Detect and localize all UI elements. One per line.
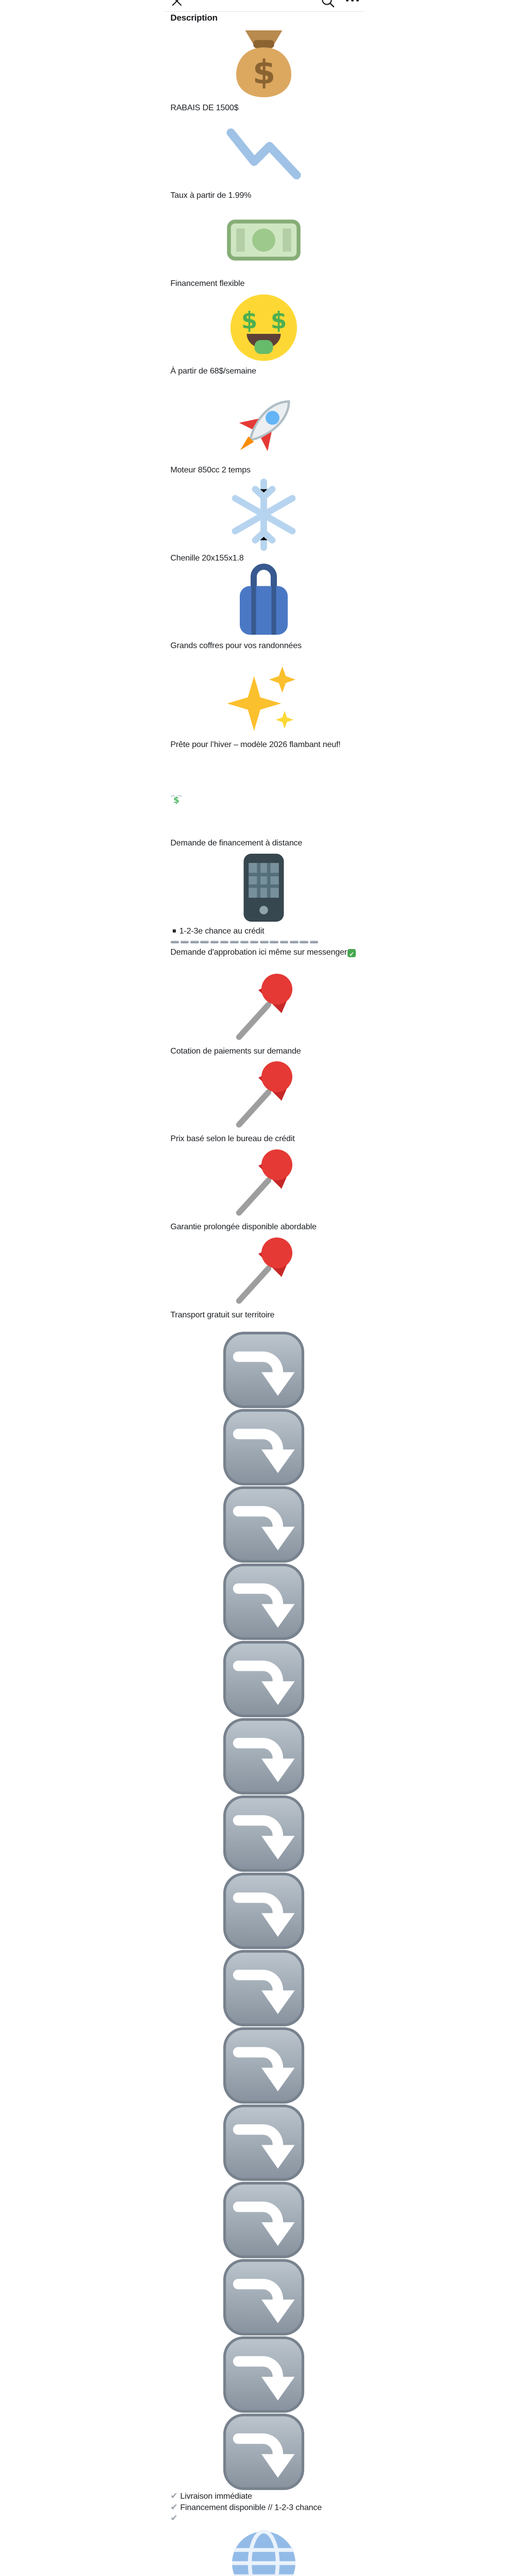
heavy-minus-icon <box>171 941 179 943</box>
search-icon <box>321 0 335 8</box>
money-with-wings-icon <box>171 761 182 838</box>
black-small-square-icon <box>173 929 176 933</box>
contact-paragraph <box>171 1331 357 2576</box>
chart-decreasing-icon <box>171 113 357 191</box>
white-check-mark-icon <box>348 949 356 957</box>
rocket-icon <box>171 388 357 465</box>
more-icon <box>346 0 349 2</box>
spec-line: Chenille 20x155x1.8 <box>171 476 357 564</box>
pushpin-icon <box>171 1233 357 1310</box>
money-bag-icon <box>171 26 357 103</box>
promo-line: RABAIS DE 1500$ <box>171 26 357 114</box>
arrows-line <box>171 1331 357 2490</box>
pin-line: Garantie prolongée disponible abordable <box>171 1145 357 1233</box>
header-divider <box>164 11 364 12</box>
description-section <box>164 0 364 2576</box>
specs-paragraph <box>171 388 357 652</box>
mobile-phone-icon <box>171 849 357 926</box>
season-paragraph <box>171 663 357 751</box>
search-button[interactable] <box>321 0 335 8</box>
pushpin-icon <box>171 1145 357 1222</box>
close-icon <box>171 0 183 7</box>
financing-line: Demande de financement à distance 1-2-3e chance au crédit <box>171 761 357 937</box>
dollar-banknote-icon <box>171 201 357 279</box>
spec-line: Moteur 850cc 2 temps <box>171 388 357 476</box>
pushpin-icon <box>171 1057 357 1134</box>
check-mark-icon <box>171 2513 180 2524</box>
check-line: ✔Livraison immédiate <box>171 2491 357 2502</box>
promo-paragraph <box>171 26 357 377</box>
close-button[interactable] <box>171 0 183 7</box>
promo-line: À partir de 68$/semaine <box>171 289 357 377</box>
money-mouth-face-icon <box>171 289 357 366</box>
pin-line: Transport gratuit sur territoire <box>171 1233 357 1321</box>
pins-paragraph <box>171 969 357 1320</box>
approval-line: Demande d'approbation ici même sur messenger✓ <box>171 947 357 958</box>
spec-line: Grands coffres pour vos randonnées <box>171 564 357 652</box>
separator-line <box>171 937 357 948</box>
promo-line: Taux à partir de 1.99% <box>171 113 357 201</box>
season-line: Prête pour l’hiver – modèle 2026 flambant neuf! <box>171 663 357 751</box>
pin-line: Prix basé selon le bureau de crédit <box>171 1057 357 1145</box>
sparkles-icon <box>171 663 357 740</box>
promo-line: Financement flexible <box>171 201 357 290</box>
website-line <box>171 2513 357 2576</box>
check-mark-icon <box>171 2502 180 2514</box>
check-line: ✔Financement disponible // 1-2-3 chance <box>171 2502 357 2514</box>
check-mark-icon <box>171 2491 180 2502</box>
phone-screen-column <box>164 0 364 2512</box>
luggage-icon <box>171 564 357 641</box>
globe-icon <box>171 2524 357 2576</box>
more-options-button[interactable] <box>346 0 360 5</box>
pushpin-icon <box>171 969 357 1046</box>
financing-paragraph <box>171 761 357 958</box>
description-heading: Description <box>170 13 218 23</box>
snowflake-icon <box>171 476 357 553</box>
arrow-curving-down-icon <box>171 1331 357 1409</box>
pin-line: Cotation de paiements sur demande <box>171 969 357 1057</box>
